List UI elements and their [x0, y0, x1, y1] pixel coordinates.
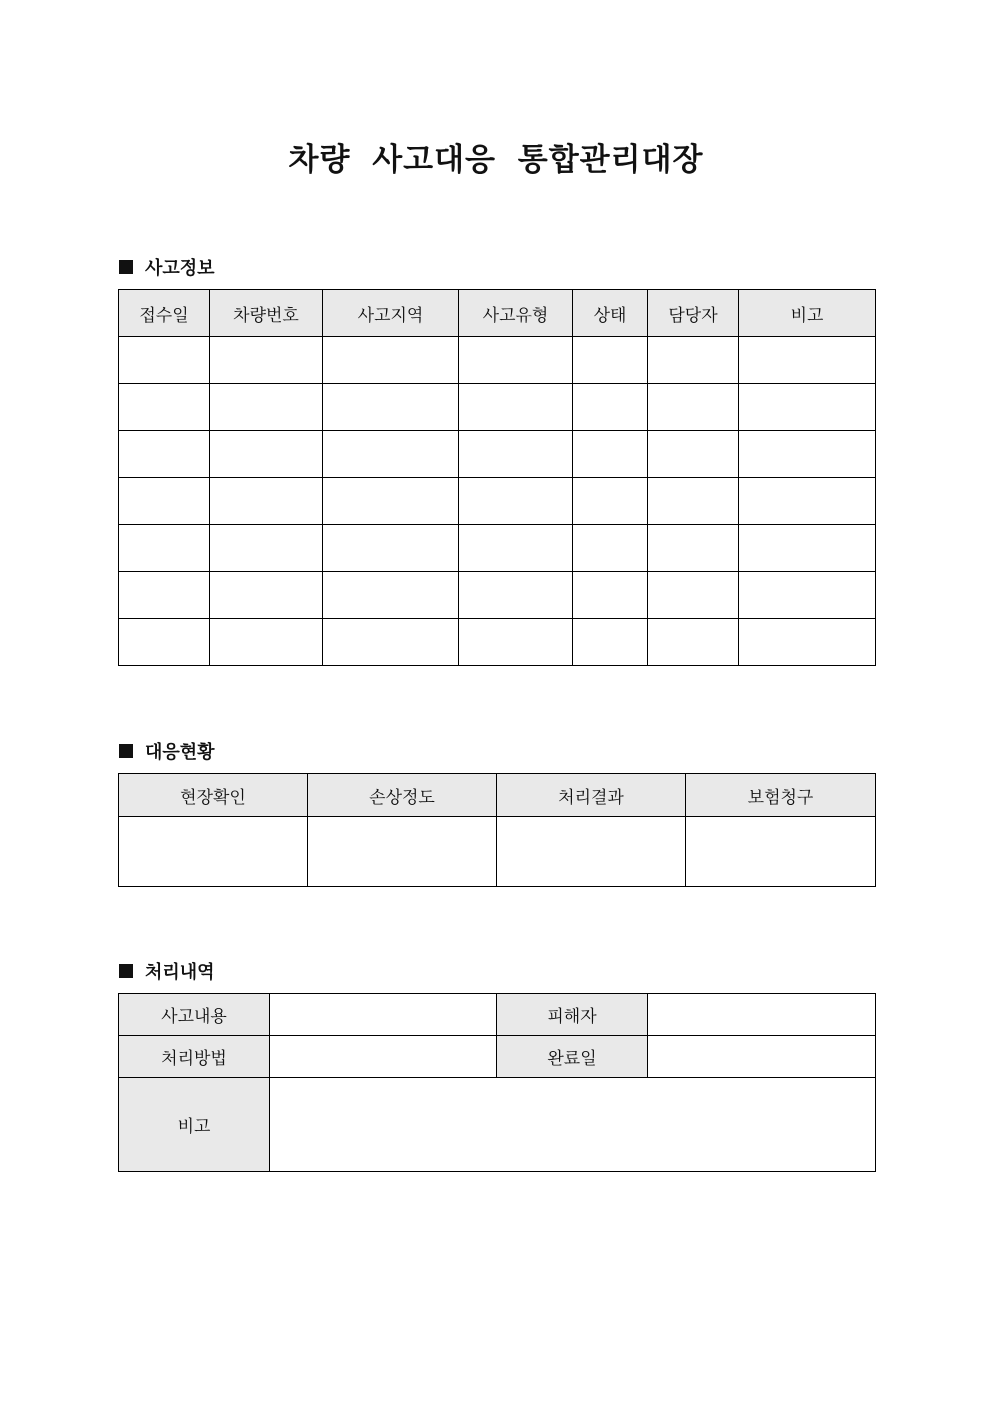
- table-row: [119, 994, 876, 1036]
- table-cell[interactable]: [119, 525, 210, 572]
- table-cell[interactable]: [739, 431, 876, 478]
- processing-result-field[interactable]: [497, 817, 686, 887]
- table-cell[interactable]: [119, 337, 210, 384]
- table-row: [119, 572, 876, 619]
- table-cell[interactable]: [573, 572, 648, 619]
- table-cell[interactable]: [648, 478, 739, 525]
- table-row: [119, 337, 876, 384]
- section-heading-processing-details: [119, 958, 215, 984]
- table-cell[interactable]: [648, 337, 739, 384]
- processing-method-label: 처리방법: [119, 1036, 270, 1078]
- table-cell[interactable]: [210, 525, 323, 572]
- table-cell[interactable]: [459, 572, 573, 619]
- table-cell[interactable]: [210, 384, 323, 431]
- site-check-field[interactable]: [119, 817, 308, 887]
- remarks-field[interactable]: [270, 1078, 876, 1172]
- completion-date-label: 완료일: [497, 1036, 648, 1078]
- table-cell[interactable]: [210, 572, 323, 619]
- table-cell[interactable]: [648, 619, 739, 666]
- table-row: [119, 431, 876, 478]
- table-cell[interactable]: [459, 431, 573, 478]
- table-row: [119, 1078, 876, 1172]
- table-cell[interactable]: [648, 431, 739, 478]
- table-cell[interactable]: [739, 572, 876, 619]
- table-cell[interactable]: [648, 525, 739, 572]
- table-cell[interactable]: [323, 572, 459, 619]
- column-header-accident-area: 사고지역: [323, 290, 459, 337]
- section-heading-response-status: [119, 738, 215, 764]
- table-cell[interactable]: [459, 525, 573, 572]
- table-row: [119, 525, 876, 572]
- table-row: [119, 1036, 876, 1078]
- column-header-manager: 담당자: [648, 290, 739, 337]
- damage-level-field[interactable]: [308, 817, 497, 887]
- table-cell[interactable]: [459, 478, 573, 525]
- table-cell[interactable]: [739, 525, 876, 572]
- victim-label: 피해자: [497, 994, 648, 1036]
- table-cell[interactable]: [573, 478, 648, 525]
- table-row: [119, 478, 876, 525]
- table-cell[interactable]: [573, 337, 648, 384]
- table-row: [119, 619, 876, 666]
- table-cell[interactable]: [739, 478, 876, 525]
- table-cell[interactable]: [323, 478, 459, 525]
- table-cell[interactable]: [210, 619, 323, 666]
- table-cell[interactable]: [323, 384, 459, 431]
- table-cell[interactable]: [210, 478, 323, 525]
- square-bullet-icon: [119, 260, 133, 274]
- section-heading-label: 사고정보: [145, 258, 215, 279]
- column-header-site-check: 현장확인: [119, 774, 308, 817]
- victim-field[interactable]: [648, 994, 876, 1036]
- table-cell[interactable]: [459, 384, 573, 431]
- column-header-remarks: 비고: [739, 290, 876, 337]
- table-cell[interactable]: [739, 337, 876, 384]
- table-cell[interactable]: [648, 384, 739, 431]
- table-cell[interactable]: [323, 431, 459, 478]
- table-cell[interactable]: [323, 619, 459, 666]
- accident-info-table: [118, 289, 876, 666]
- table-cell[interactable]: [119, 572, 210, 619]
- table-cell[interactable]: [119, 384, 210, 431]
- table-header-row: [119, 290, 876, 337]
- table-cell[interactable]: [573, 525, 648, 572]
- processing-method-field[interactable]: [270, 1036, 497, 1078]
- section-heading-label: 대응현황: [145, 742, 215, 763]
- table-row: [119, 384, 876, 431]
- response-status-table: [118, 773, 876, 887]
- table-cell[interactable]: [573, 384, 648, 431]
- column-header-status: 상태: [573, 290, 648, 337]
- table-cell[interactable]: [323, 525, 459, 572]
- table-cell[interactable]: [739, 384, 876, 431]
- table-cell[interactable]: [739, 619, 876, 666]
- table-cell[interactable]: [459, 619, 573, 666]
- section-heading-accident-info: [119, 254, 215, 280]
- square-bullet-icon: [119, 744, 133, 758]
- table-cell[interactable]: [573, 619, 648, 666]
- section-heading-label: 처리내역: [145, 962, 215, 983]
- table-cell[interactable]: [323, 337, 459, 384]
- table-cell[interactable]: [119, 619, 210, 666]
- remarks-label: 비고: [119, 1078, 270, 1172]
- square-bullet-icon: [119, 964, 133, 978]
- column-header-accident-type: 사고유형: [459, 290, 573, 337]
- processing-details-table: [118, 993, 876, 1172]
- column-header-insurance-claim: 보험청구: [686, 774, 876, 817]
- column-header-received-date: 접수일: [119, 290, 210, 337]
- column-header-vehicle-number: 차량번호: [210, 290, 323, 337]
- document-title: 차량 사고대응 통합관리대장: [288, 142, 704, 178]
- table-cell[interactable]: [459, 337, 573, 384]
- accident-content-field[interactable]: [270, 994, 497, 1036]
- completion-date-field[interactable]: [648, 1036, 876, 1078]
- table-cell[interactable]: [648, 572, 739, 619]
- insurance-claim-field[interactable]: [686, 817, 876, 887]
- table-header-row: [119, 774, 876, 817]
- accident-content-label: 사고내용: [119, 994, 270, 1036]
- table-cell[interactable]: [119, 478, 210, 525]
- column-header-processing-result: 처리결과: [497, 774, 686, 817]
- table-cell[interactable]: [573, 431, 648, 478]
- table-cell[interactable]: [210, 431, 323, 478]
- table-cell[interactable]: [210, 337, 323, 384]
- column-header-damage-level: 손상정도: [308, 774, 497, 817]
- table-row: [119, 817, 876, 887]
- table-cell[interactable]: [119, 431, 210, 478]
